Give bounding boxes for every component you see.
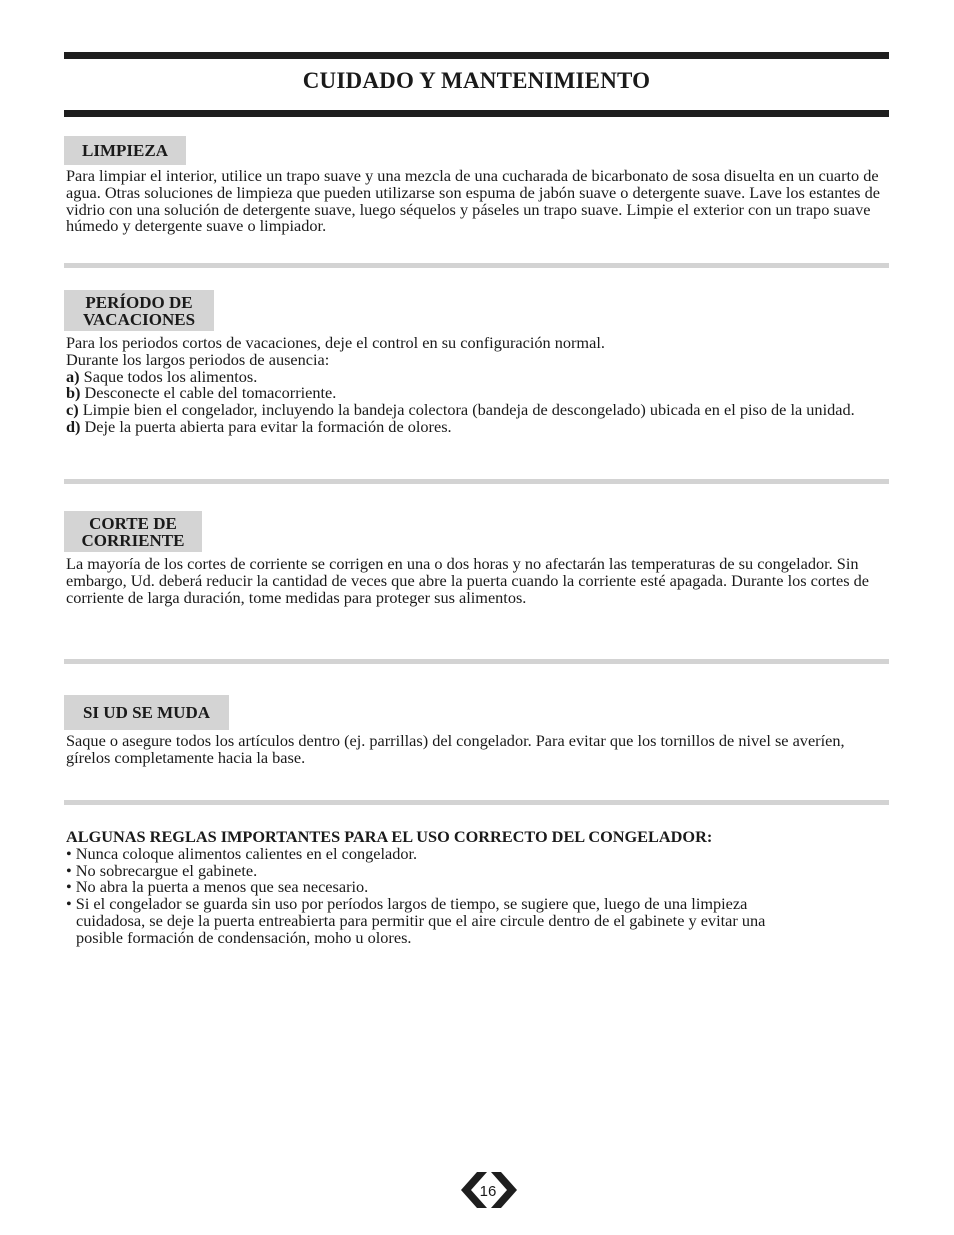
reglas-bullet: • No sobrecargue el gabinete. (66, 860, 258, 880)
vacaciones-line1: Para los periodos cortos de vacaciones, deje el control en su configuración normal. (66, 333, 605, 352)
page-title: CUIDADO Y MANTENIMIENTO (302, 68, 651, 93)
vacaciones-label-line1: PERÍODO DE (85, 292, 193, 312)
mudanza-text: Saque o asegure todos los artículos dentro (ej. parrillas) del congelador. Para evitar que los tornillos de nivel se averíen, gírelos completamente hacia la base. (66, 731, 845, 767)
item-text: Limpie bien el congelador, incluyendo la bandeja colectora (bandeja de descongelado) ubicada en el piso de la unidad. (78, 400, 855, 420)
reglas-bullet: • Nunca coloque alimentos calientes en el congelador. (66, 843, 418, 863)
section-label-limpieza (64, 136, 186, 165)
corte-body (66, 556, 892, 606)
title-underline-rule (64, 110, 889, 117)
mudanza-label-text: SI UD SE MUDA (82, 703, 211, 722)
limpieza-body (66, 168, 892, 235)
item-marker: a) (66, 366, 80, 386)
reglas-bullet-continuation: posible formación de condensación, moho u olores. (76, 927, 412, 947)
section-label-corte (64, 511, 202, 552)
section-label-mudanza (64, 695, 229, 730)
item-marker: c) (66, 400, 79, 420)
vacaciones-line2: Durante los largos periodos de ausencia: (66, 349, 330, 369)
page-number: 16 (479, 1183, 497, 1200)
section-label-vacaciones (64, 290, 214, 331)
vacaciones-item-d (66, 416, 892, 436)
section-divider-3 (64, 659, 889, 664)
page-number-badge (457, 1168, 521, 1212)
mudanza-body (66, 733, 892, 767)
section-divider-2 (64, 479, 889, 484)
item-text: Saque todos los alimentos. (79, 366, 258, 386)
reglas-bullet: • Si el congelador se guarda sin uso por períodos largos de tiempo, se sugiere que, luego de una limpieza (66, 894, 748, 914)
top-rule (64, 52, 889, 59)
limpieza-text: Para limpiar el interior, utilice un trapo suave y una mezcla de una cucharada de bicarbonato de sosa disuelta en un cuarto de agua. Otras soluciones de limpieza que pueden utilizarse son espuma de jabón suave o detergente suave. Lave los estantes de vidrio con una solución de detergente suave, luego séquelos y páseles un trapo suave. Limpie el exterior con un trapo suave húmedo y detergente suave o limpiador. (66, 166, 880, 236)
vacaciones-label-line2: VACACIONES (82, 309, 196, 329)
section-divider-1 (64, 263, 889, 268)
reglas-heading-text: ALGUNAS REGLAS IMPORTANTES PARA EL USO CORRECTO DEL CONGELADOR: (66, 827, 713, 846)
item-marker: d) (66, 416, 81, 436)
reglas-body (66, 829, 892, 947)
item-text: Desconecte el cable del tomacorriente. (80, 383, 337, 403)
vacaciones-body (66, 335, 892, 436)
corte-label-line1: CORTE DE (89, 513, 177, 533)
corte-label-line2: CORRIENTE (81, 530, 185, 550)
section-divider-4 (64, 800, 889, 805)
limpieza-label-text: LIMPIEZA (82, 141, 168, 160)
item-marker: b) (66, 383, 81, 403)
item-text: Deje la puerta abierta para evitar la formación de olores. (80, 416, 452, 436)
reglas-bullet-continuation: cuidadosa, se deje la puerta entreabierta para permitir que el aire circule dentro de el gabinete y evitar una (76, 910, 766, 930)
reglas-bullet: • No abra la puerta a menos que sea necesario. (66, 877, 369, 897)
corte-text: La mayoría de los cortes de corriente se corrigen en una o dos horas y no afectarán las temperaturas de su congelador. Sin embargo, Ud. deberá reducir la cantidad de veces que abre la puerta cuando la corriente esté apagada. Durante los cortes de corriente de larga duración, tome medidas para proteger sus alimentos. (66, 554, 869, 607)
